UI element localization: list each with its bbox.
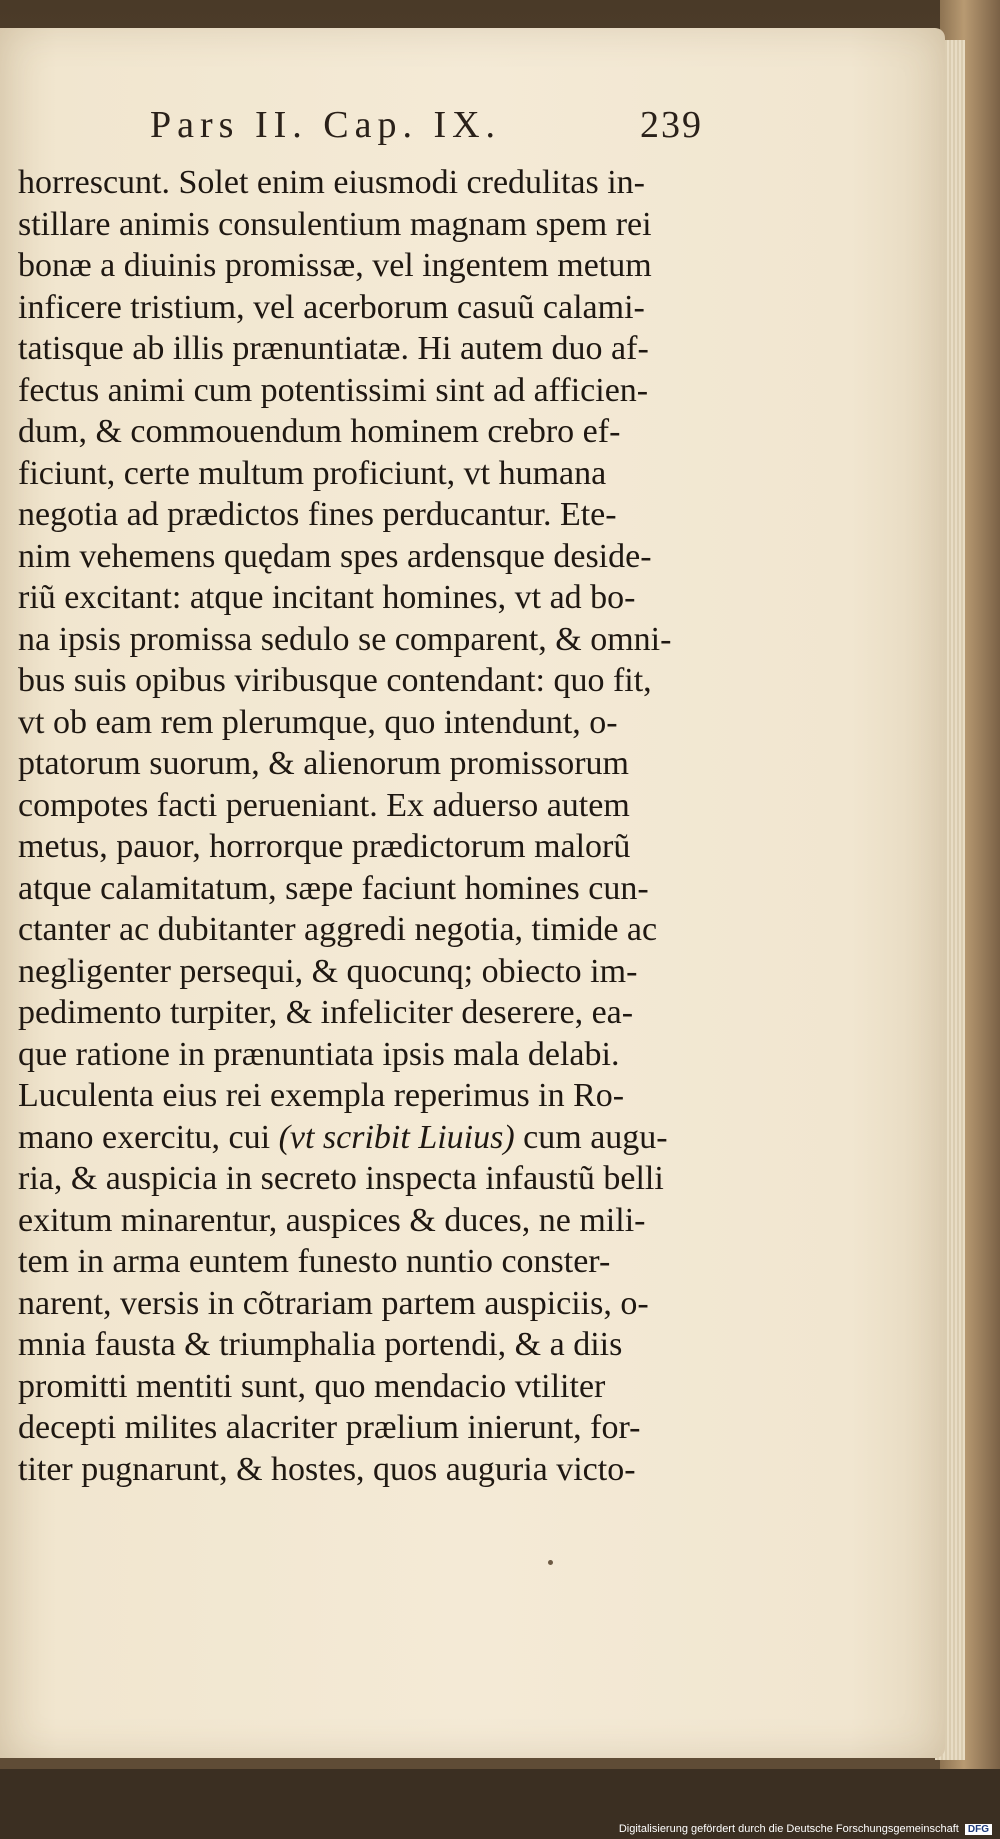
text-line: exitum minarentur, auspices & duces, ne mili- xyxy=(18,1201,646,1239)
running-title: Pars II. Cap. IX. xyxy=(150,104,502,146)
text-line: mnia fausta & triumphalia portendi, & a diis xyxy=(18,1326,623,1363)
page-header xyxy=(150,103,710,153)
digitization-credit xyxy=(619,1823,992,1835)
text-line: atque calamitatum, sæpe faciunt homines cun- xyxy=(18,869,649,907)
text-line: que ratione in prænuntiata ipsis mala delabi. xyxy=(18,1035,620,1073)
text-line: bonæ a diuinis promissæ, vel ingentem metum xyxy=(18,247,652,284)
text-line: vt ob eam rem plerumque, quo intendunt, o- xyxy=(18,703,618,741)
text-line: horrescunt. Solet enim eiusmodi credulitas in- xyxy=(18,164,645,201)
text-line: bus suis opibus viribusque contendant: quo fit, xyxy=(18,662,652,699)
text-line: compotes facti perueniant. Ex aduerso autem xyxy=(18,786,630,824)
text-line: riũ excitant: atque incitant homines, vt ad bo- xyxy=(18,579,636,616)
text-line-end: cum augu- xyxy=(523,1118,668,1156)
text-line: ria, & auspicia in secreto inspecta infaustũ belli xyxy=(18,1160,664,1197)
text-line: negligenter persequi, & quocunq; obiecto im- xyxy=(18,952,638,990)
text-line: pedimento turpiter, & infeliciter deserere, ea- xyxy=(18,994,634,1031)
body-text xyxy=(18,162,718,1490)
text-line: inficere tristium, vel acerborum casuũ calami- xyxy=(18,288,645,326)
text-line: na ipsis promissa sedulo se comparent, & omni- xyxy=(18,620,672,658)
text-line: metus, pauor, horrorque prædictorum malorũ xyxy=(18,828,631,865)
text-line: promitti mentiti sunt, quo mendacio vtiliter xyxy=(18,1367,606,1405)
text-line: fectus animi cum potentissimi sint ad afficien- xyxy=(18,371,649,409)
text-line: Luculenta eius rei exempla reperimus in Ro- xyxy=(18,1077,625,1114)
text-line: titer pugnarunt, & hostes, quos auguria victo- xyxy=(18,1450,636,1488)
text-line: decepti milites alacriter prælium inierunt, for- xyxy=(18,1409,641,1446)
text-line: ficiunt, certe multum proficiunt, vt humana xyxy=(18,454,607,492)
page-number: 239 xyxy=(640,104,703,146)
italic-citation: (vt scribit Liuius) xyxy=(278,1118,515,1156)
text-line: tatisque ab illis prænuntiatæ. Hi autem duo af- xyxy=(18,330,649,367)
credit-text: Digitalisierung gefördert durch die Deutsche Forschungsgemeinschaft xyxy=(618,1823,959,1835)
text-line: tem in arma euntem funesto nuntio conster- xyxy=(18,1243,611,1280)
text-line: stillare animis consulentium magnam spem rei xyxy=(18,205,652,243)
dfg-logo: DFG xyxy=(965,1824,992,1835)
text-line-start: mano exercitu, cui xyxy=(18,1118,279,1156)
text-line: narent, versis in cõtrariam partem auspiciis, o- xyxy=(18,1284,649,1322)
ink-spot xyxy=(548,1560,553,1565)
text-line: ptatorum suorum, & alienorum promissorum xyxy=(18,745,629,782)
text-line: ctanter ac dubitanter aggredi negotia, timide ac xyxy=(18,911,658,948)
text-line: negotia ad prædictos fines perducantur. Ete- xyxy=(18,496,617,533)
text-line: dum, & commouendum hominem crebro ef- xyxy=(18,413,621,450)
text-line: nim vehemens quędam spes ardensque deside- xyxy=(18,537,652,575)
text-line-with-citation xyxy=(18,1117,718,1159)
